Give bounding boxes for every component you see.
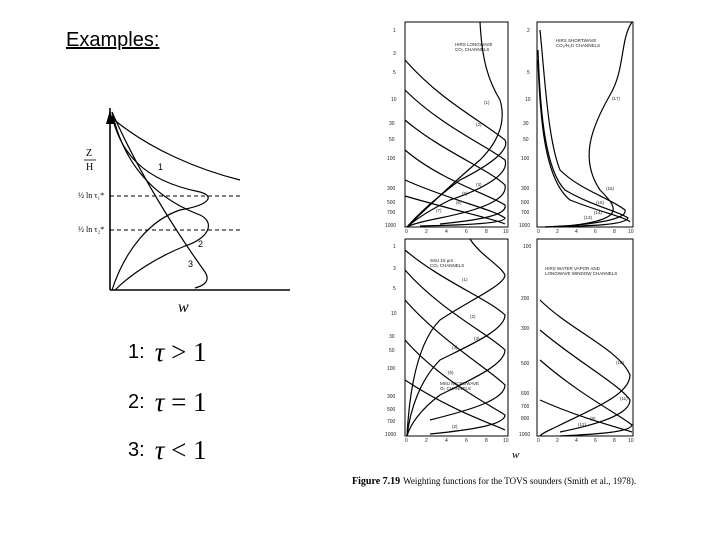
svg-text:LONGWAVE WINDOW CHANNELS: LONGWAVE WINDOW CHANNELS [545, 271, 618, 276]
x-ticks-top-right [537, 229, 634, 235]
svg-text:5: 5 [393, 286, 396, 292]
svg-text:(11): (11) [620, 396, 628, 401]
svg-text:1000: 1000 [519, 223, 531, 229]
svg-text:(17): (17) [612, 96, 621, 101]
figure-caption [352, 476, 636, 487]
level1-label: ½ ln τ₁* [78, 191, 105, 200]
svg-text:CO₂ CHANNELS: CO₂ CHANNELS [455, 47, 490, 52]
svg-text:6: 6 [594, 229, 597, 235]
svg-text:1000: 1000 [385, 432, 397, 438]
svg-text:3: 3 [393, 51, 396, 57]
schematic-curve-upper [112, 118, 240, 180]
pressure-ticks-top-right [519, 28, 531, 229]
condition-3-expression: τ < 1 [154, 435, 207, 465]
svg-text:0: 0 [537, 229, 540, 235]
pressure-ticks-bottom-left [385, 244, 397, 438]
figure-w-label: w [512, 449, 520, 461]
svg-text:700: 700 [387, 210, 396, 216]
svg-text:0: 0 [537, 438, 540, 444]
svg-text:1: 1 [393, 244, 396, 250]
svg-text:8: 8 [613, 438, 616, 444]
svg-text:(2): (2) [476, 122, 482, 127]
svg-text:2: 2 [556, 229, 559, 235]
curve-3-label: 3 [188, 259, 194, 269]
svg-text:30: 30 [389, 334, 395, 340]
svg-text:10: 10 [391, 311, 397, 317]
svg-text:CO₂/N₂O CHANNELS: CO₂/N₂O CHANNELS [556, 43, 601, 48]
panel-hirs-longwave [405, 22, 508, 227]
svg-text:100: 100 [521, 156, 530, 162]
svg-text:MSU MICROWAVE: MSU MICROWAVE [440, 381, 479, 386]
svg-text:6: 6 [594, 438, 597, 444]
svg-text:10: 10 [503, 438, 509, 444]
curve-1-label: 1 [158, 162, 164, 172]
svg-text:(15): (15) [596, 200, 605, 205]
svg-text:300: 300 [521, 186, 530, 192]
svg-text:(7): (7) [436, 208, 442, 213]
svg-text:50: 50 [389, 137, 395, 143]
y-label-denominator: H [86, 162, 94, 173]
svg-text:8: 8 [613, 229, 616, 235]
condition-3-label: 3: [128, 439, 145, 461]
svg-text:4: 4 [445, 229, 448, 235]
panel-ssu-msu [405, 239, 508, 436]
svg-text:2: 2 [425, 438, 428, 444]
svg-text:700: 700 [387, 419, 396, 425]
svg-text:30: 30 [389, 121, 395, 127]
svg-text:10: 10 [391, 97, 397, 103]
svg-text:(12): (12) [578, 422, 587, 427]
svg-text:600: 600 [521, 391, 530, 397]
condition-3 [128, 435, 207, 466]
figure-caption-label: Figure 7.19 [352, 476, 401, 487]
svg-text:300: 300 [387, 394, 396, 400]
slide-title: Examples: [66, 29, 160, 51]
svg-text:4: 4 [575, 438, 578, 444]
figure-caption-text: Weighting functions for the TOVS sounders (Smith et al., 1978). [403, 476, 637, 486]
svg-text:HIRS WATER VAPOR AND: HIRS WATER VAPOR AND [545, 266, 600, 271]
svg-text:0: 0 [405, 438, 408, 444]
svg-text:(4): (4) [452, 345, 458, 350]
panel-hirs-shortwave [537, 22, 633, 227]
condition-2 [128, 387, 207, 418]
svg-text:10: 10 [525, 97, 531, 103]
svg-text:6: 6 [465, 229, 468, 235]
svg-text:10: 10 [628, 229, 634, 235]
svg-text:8: 8 [485, 229, 488, 235]
condition-1-label: 1: [128, 341, 145, 363]
svg-text:700: 700 [521, 404, 530, 410]
svg-text:O₂ CHANNELS: O₂ CHANNELS [440, 386, 472, 391]
pressure-ticks-bottom-right [519, 244, 532, 438]
svg-text:500: 500 [387, 407, 396, 413]
x-ticks-top-left [405, 229, 509, 235]
svg-text:1000: 1000 [519, 432, 531, 438]
svg-text:SSU 15 μm: SSU 15 μm [430, 258, 454, 263]
panel-hirs-water-vapor [537, 239, 633, 436]
svg-text:100: 100 [387, 156, 396, 162]
condition-2-label: 2: [128, 391, 145, 413]
condition-1-expression: τ > 1 [154, 337, 207, 367]
svg-text:2: 2 [527, 28, 530, 34]
svg-text:4: 4 [575, 229, 578, 235]
svg-text:(16): (16) [606, 186, 615, 191]
level2-label: ½ ln τ₂* [78, 225, 105, 234]
svg-text:(5): (5) [448, 370, 454, 375]
svg-text:100: 100 [387, 366, 396, 372]
svg-text:(3): (3) [474, 336, 480, 341]
svg-text:4: 4 [445, 438, 448, 444]
condition-1 [128, 337, 207, 368]
svg-text:8: 8 [485, 438, 488, 444]
svg-text:(5): (5) [462, 191, 468, 196]
svg-text:200: 200 [521, 296, 530, 302]
curve-2-label: 2 [198, 239, 204, 249]
pressure-ticks-top-left [385, 28, 397, 229]
x-ticks-bottom-right [537, 438, 634, 444]
x-ticks-bottom-left [405, 438, 509, 444]
svg-text:HIRS SHORTWAVE: HIRS SHORTWAVE [556, 38, 597, 43]
svg-text:1: 1 [393, 28, 396, 34]
svg-text:0: 0 [405, 229, 408, 235]
svg-text:500: 500 [521, 361, 530, 367]
svg-text:300: 300 [387, 186, 396, 192]
svg-text:(13): (13) [584, 215, 593, 220]
svg-text:(10): (10) [616, 360, 625, 365]
svg-text:(1): (1) [484, 100, 490, 105]
svg-text:2: 2 [556, 438, 559, 444]
svg-text:(14): (14) [594, 210, 603, 215]
svg-text:1000: 1000 [385, 223, 397, 229]
svg-text:500: 500 [521, 200, 530, 206]
svg-text:800: 800 [521, 416, 530, 422]
svg-text:5: 5 [527, 70, 530, 76]
svg-text:700: 700 [521, 210, 530, 216]
svg-text:HIRS LONGWAVE: HIRS LONGWAVE [455, 42, 493, 47]
svg-text:30: 30 [523, 121, 529, 127]
svg-text:6: 6 [465, 438, 468, 444]
schematic-curve-2 [112, 112, 208, 290]
schematic-x-label: w [178, 299, 189, 316]
svg-text:(2): (2) [452, 424, 458, 429]
svg-text:(2): (2) [470, 314, 476, 319]
svg-text:100: 100 [523, 244, 532, 250]
svg-text:(6): (6) [456, 200, 462, 205]
svg-text:2: 2 [425, 229, 428, 235]
svg-text:300: 300 [521, 326, 530, 332]
svg-text:CO₂ CHANNELS: CO₂ CHANNELS [430, 263, 465, 268]
svg-text:(1): (1) [462, 277, 468, 282]
schematic-weighting-plot [78, 108, 290, 316]
svg-text:3: 3 [393, 266, 396, 272]
condition-2-expression: τ = 1 [154, 387, 207, 417]
svg-text:50: 50 [389, 348, 395, 354]
svg-text:500: 500 [387, 200, 396, 206]
svg-text:5: 5 [393, 70, 396, 76]
svg-text:(3): (3) [476, 182, 482, 187]
svg-text:10: 10 [628, 438, 634, 444]
y-label-numerator: Z [86, 148, 93, 159]
svg-text:(8): (8) [590, 416, 596, 421]
svg-text:10: 10 [503, 229, 509, 235]
svg-text:50: 50 [523, 137, 529, 143]
